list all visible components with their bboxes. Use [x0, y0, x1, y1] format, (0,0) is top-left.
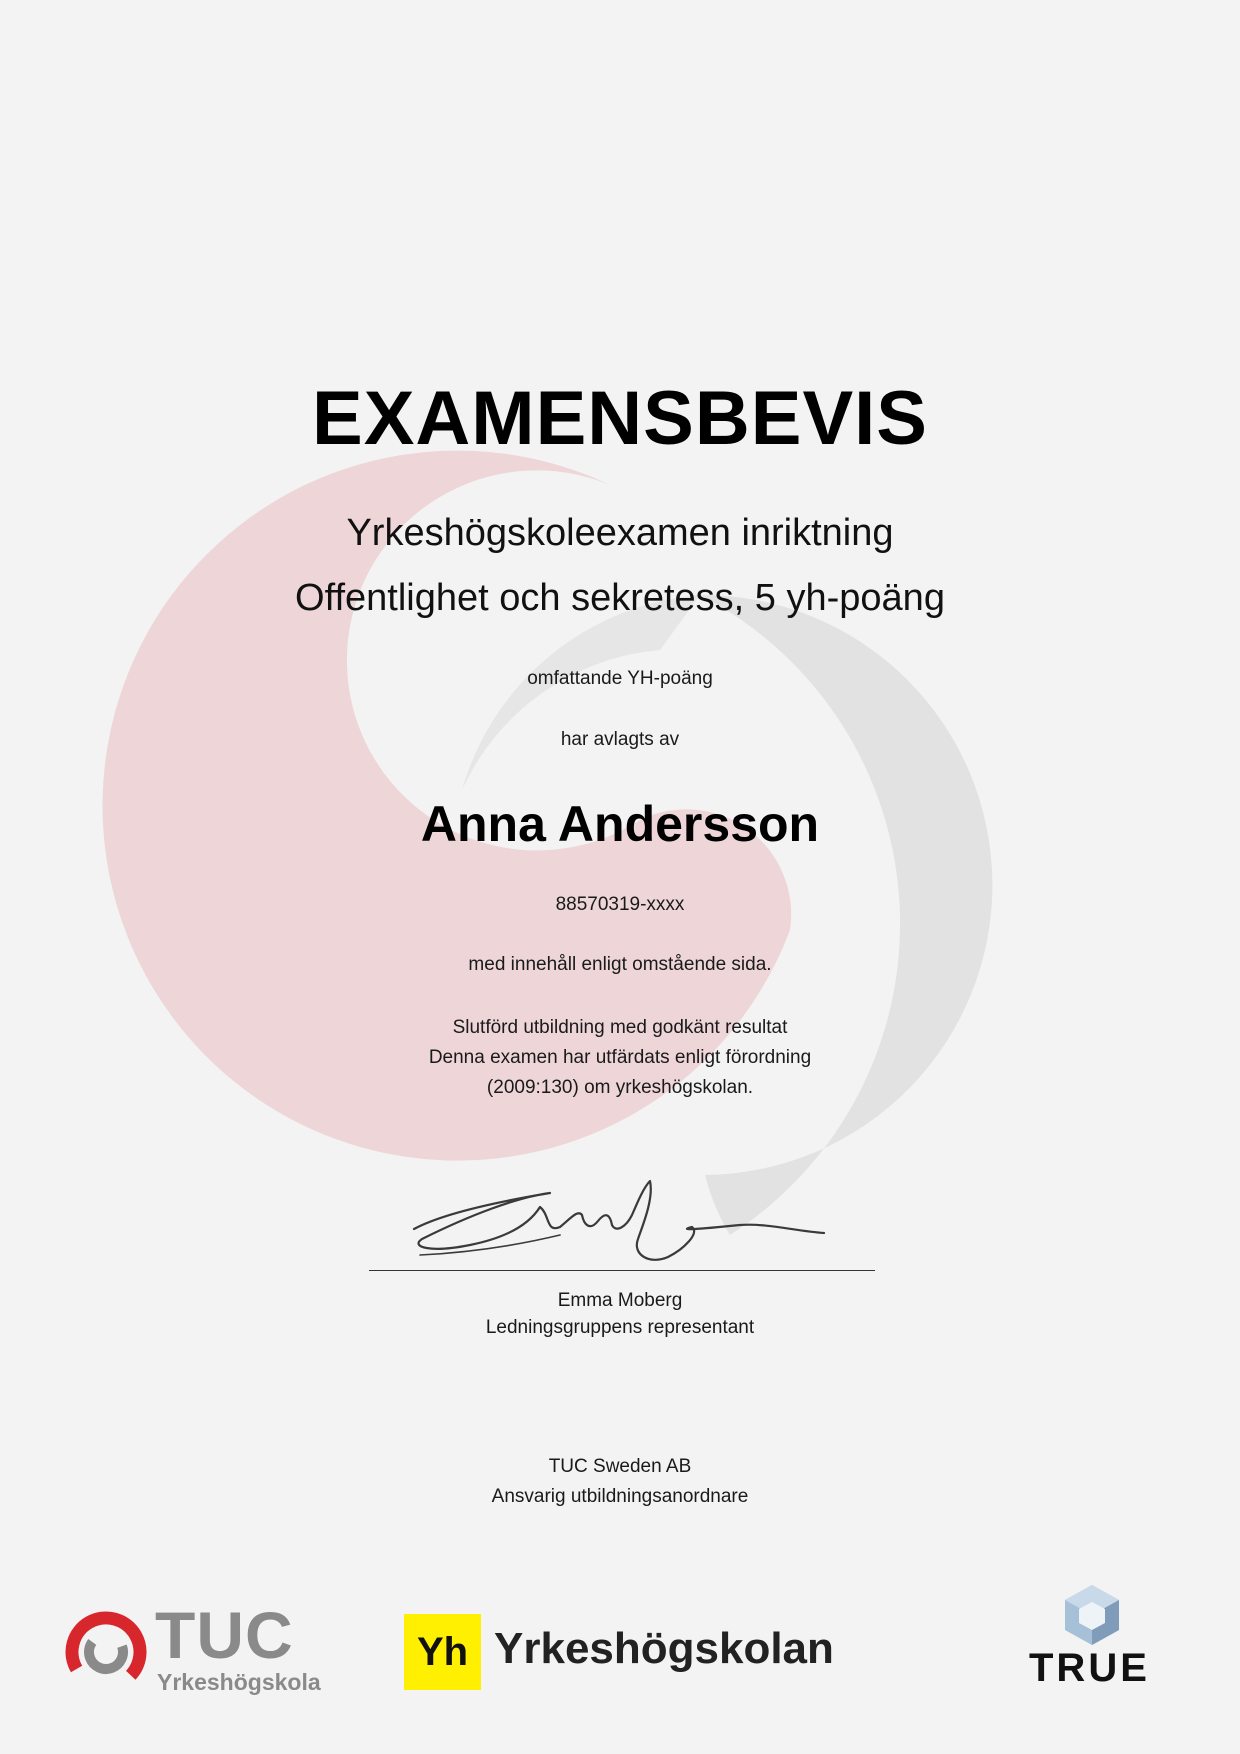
regulation-line: (2009:130) om yrkeshögskolan.	[486, 1077, 754, 1098]
personal-number: 88570319-xxxx	[555, 894, 685, 915]
certificate-title: EXAMENSBEVIS	[312, 376, 928, 461]
result-line: Slutförd utbildning med godkänt resultat	[452, 1017, 788, 1038]
true-logo-text: TRUE	[1029, 1646, 1150, 1690]
signature-line	[369, 1270, 875, 1271]
tuc-swirl-icon	[65, 1611, 147, 1693]
awarded-by-text: har avlagts av	[560, 729, 680, 750]
content-note: med innehåll enligt omstående sida.	[468, 954, 772, 975]
signatory	[0, 1287, 1240, 1341]
signatory-role: Ledningsgruppens representant	[485, 1317, 755, 1338]
signatory-name: Emma Moberg	[557, 1290, 683, 1311]
regulation-line: Denna examen har utfärdats enligt förordning	[428, 1047, 812, 1068]
tuc-logo-text: TUC	[155, 1598, 294, 1672]
yh-badge: Yh	[404, 1614, 481, 1690]
hexagon-icon	[1060, 1582, 1124, 1648]
yh-logo-text: Yrkeshögskolan	[494, 1624, 834, 1673]
education-provider	[0, 1452, 1240, 1512]
result-statement	[0, 1013, 1240, 1103]
signature-image	[400, 1175, 840, 1275]
provider-name: TUC Sweden AB	[548, 1456, 692, 1477]
degree-type: Yrkeshögskoleexamen inriktning	[346, 512, 894, 554]
provider-role: Ansvarig utbildningsanordnare	[491, 1486, 749, 1507]
course-name: Offentlighet och sekretess, 5 yh-poäng	[295, 577, 945, 619]
recipient-name: Anna Andersson	[420, 796, 820, 852]
points-text: omfattande YH-poäng	[527, 668, 713, 689]
tuc-logo-subtext: Yrkeshögskola	[157, 1669, 321, 1695]
